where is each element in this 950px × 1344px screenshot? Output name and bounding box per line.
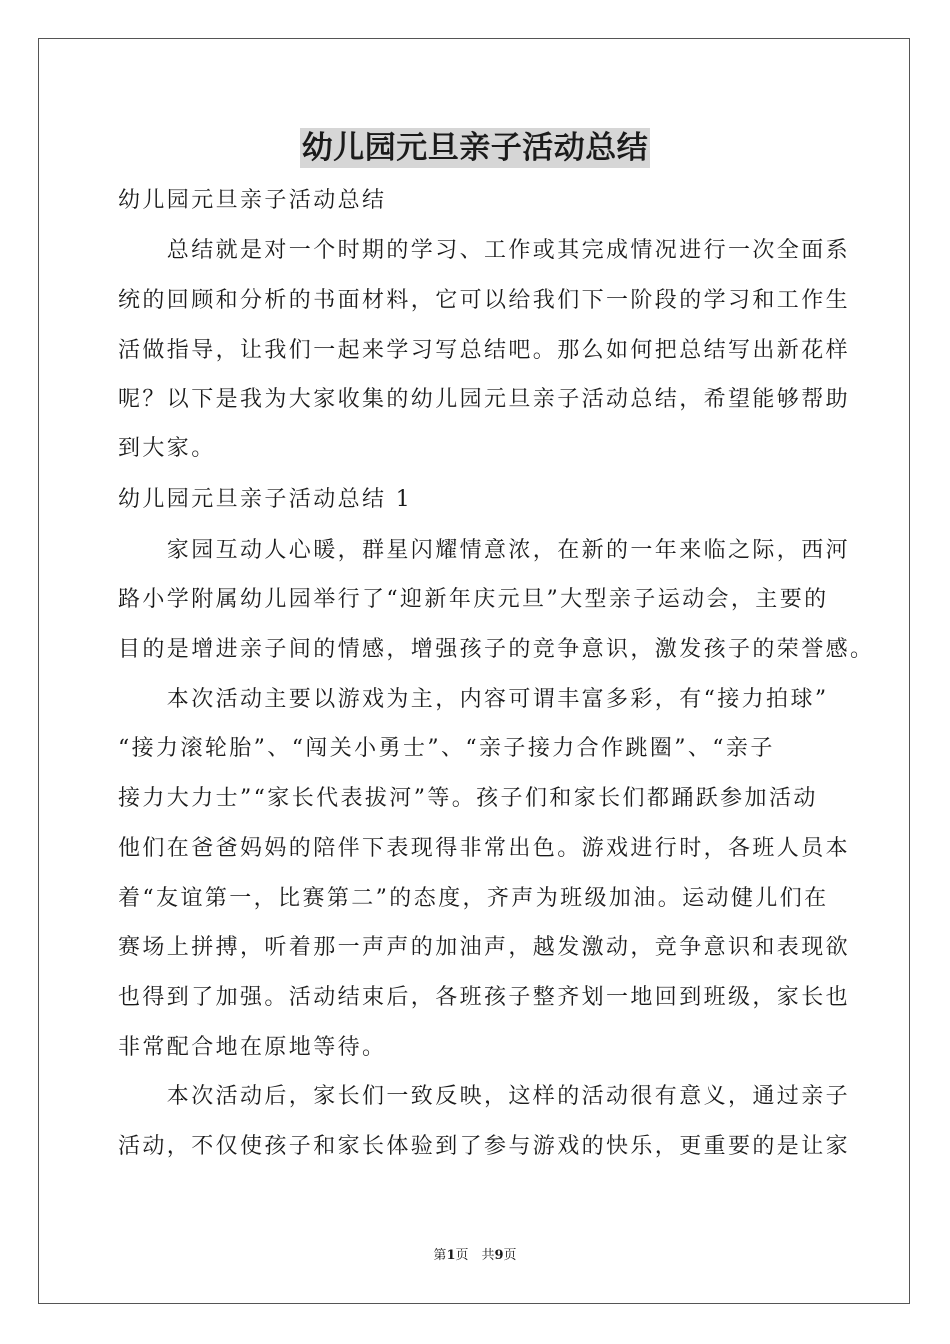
body-line: 他们在爸爸妈妈的陪伴下表现得非常出色。游戏进行时，各班人员本 — [118, 836, 851, 861]
body-line: 路小学附属幼儿园举行了“迎新年庆元旦”大型亲子运动会，主要的 — [118, 587, 829, 612]
body-line: 本次活动后，家长们一致反映，这样的活动很有意义，通过亲子 — [118, 1084, 851, 1109]
body-line: 也得到了加强。活动结束后，各班孩子整齐划一地回到班级，家长也 — [118, 985, 851, 1010]
footer-page-mid: 页 共 — [455, 1248, 495, 1263]
body-line: “接力滚轮胎”、“闯关小勇士”、“亲子接力合作跳圈”、“亲子 — [118, 736, 775, 761]
body-line: 活做指导，让我们一起来学习写总结吧。那么如何把总结写出新花样 — [118, 338, 851, 363]
body-line: 统的回顾和分析的书面材料，它可以给我们下一阶段的学习和工作生 — [118, 288, 851, 313]
footer-page-current: 1 — [446, 1248, 456, 1263]
body-line: 家园互动人心暖，群星闪耀情意浓，在新的一年来临之际，西河 — [118, 538, 851, 563]
page-border — [38, 38, 910, 1304]
body-line: 赛场上拼搏，听着那一声声的加油声，越发激动，竞争意识和表现欲 — [118, 935, 851, 960]
section-heading: 幼儿园元旦亲子活动总结 1 — [118, 487, 413, 512]
subtitle-line: 幼儿园元旦亲子活动总结 — [118, 188, 387, 213]
title-container — [0, 128, 950, 168]
body-line: 目的是增进亲子间的情感，增强孩子的竞争意识，激发孩子的荣誉感。 — [118, 637, 875, 662]
footer-page-suffix: 页 — [503, 1248, 517, 1263]
footer-page-total: 9 — [494, 1248, 504, 1263]
body-line: 非常配合地在原地等待。 — [118, 1035, 387, 1060]
body-line: 活动，不仅使孩子和家长体验到了参与游戏的快乐，更重要的是让家 — [118, 1134, 851, 1159]
document-title: 幼儿园元旦亲子活动总结 — [301, 130, 649, 166]
body-line: 呢？以下是我为大家收集的幼儿园元旦亲子活动总结，希望能够帮助 — [118, 387, 851, 412]
body-line: 着“友谊第一，比赛第二”的态度，齐声为班级加油。运动健儿们在 — [118, 886, 829, 911]
body-line: 接力大力士”“家长代表拔河”等。孩子们和家长们都踊跃参加活动 — [118, 786, 818, 811]
body-line: 到大家。 — [118, 436, 216, 461]
footer-page-prefix: 第 — [433, 1248, 447, 1263]
page-footer — [0, 1248, 950, 1264]
body-line: 本次活动主要以游戏为主，内容可谓丰富多彩，有“接力拍球” — [118, 687, 829, 712]
body-line: 总结就是对一个时期的学习、工作或其完成情况进行一次全面系 — [118, 238, 851, 263]
